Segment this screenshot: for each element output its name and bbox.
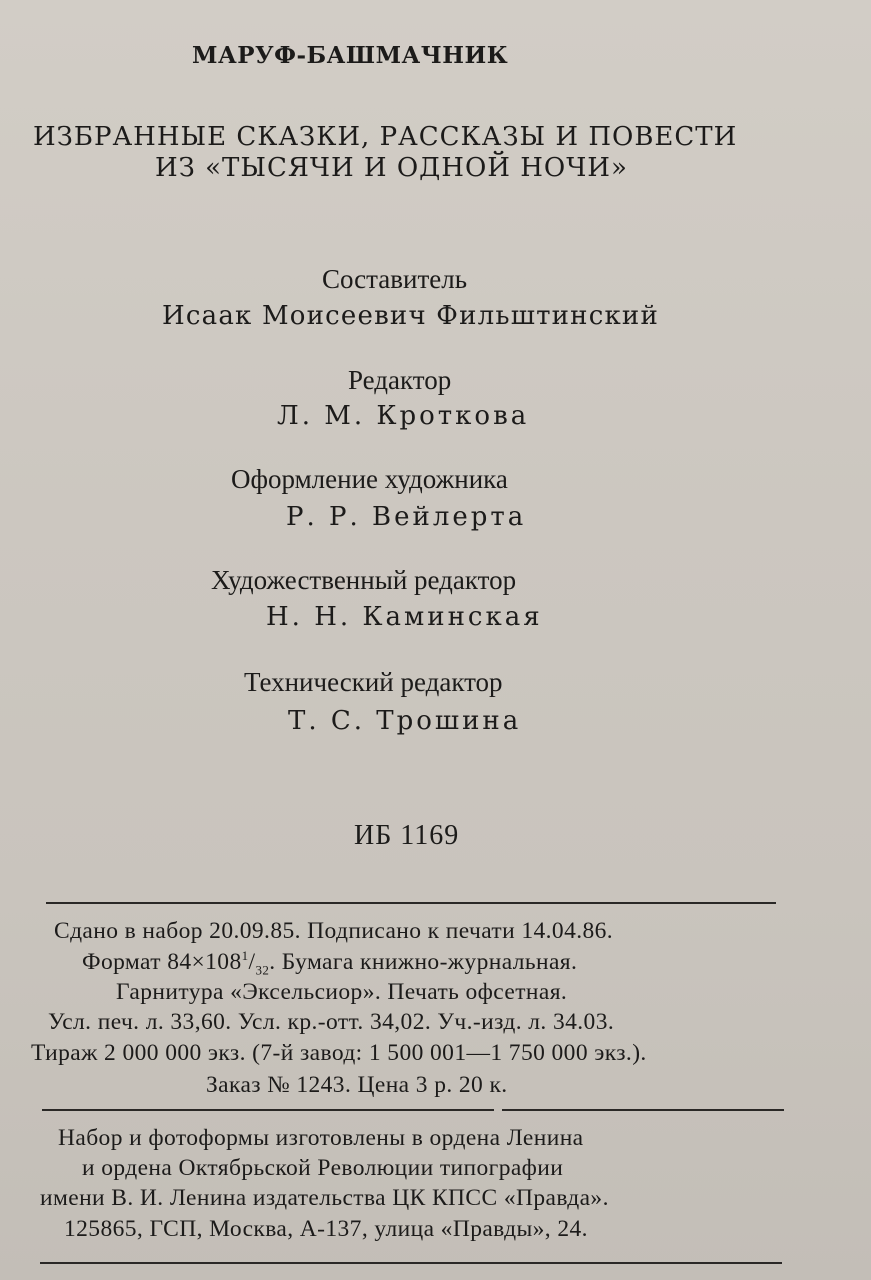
divider-top: [46, 902, 776, 904]
ib-number: ИБ 1169: [354, 820, 460, 851]
divider-middle-left: [42, 1109, 494, 1111]
imprint-format-suffix: . Бумага книжно-журнальная.: [269, 949, 578, 975]
book-title: МАРУФ-БАШМАЧНИК: [192, 42, 509, 69]
imprint-order-price: Заказ № 1243. Цена 3 р. 20 к.: [206, 1072, 508, 1098]
credit-name-compiler: Исаак Моисеевич Фильштинский: [162, 301, 659, 331]
printer-line-1: Набор и фотоформы изготовлены в ордена Ленина: [58, 1125, 584, 1151]
imprint-format-prefix: Формат 84×108: [82, 949, 242, 975]
divider-middle-right: [502, 1109, 784, 1111]
imprint-print-run: Тираж 2 000 000 экз. (7-й завод: 1 500 001—1 750 000 экз.).: [31, 1040, 647, 1066]
imprint-typeface: Гарнитура «Эксельсиор». Печать офсетная.: [116, 979, 568, 1005]
imprint-format: [82, 948, 578, 978]
credit-role-editor: Редактор: [348, 365, 452, 395]
credit-role-compiler: Составитель: [322, 264, 468, 294]
credit-role-art-editor: Художественный редактор: [211, 565, 517, 595]
credit-name-designer: Р. Р. Вейлерта: [286, 502, 527, 532]
imprint-sheets: Усл. печ. л. 33,60. Усл. кр.-отт. 34,02. Уч.-изд. л. 34.03.: [48, 1009, 615, 1035]
printer-line-2: и ордена Октябрьской Революции типографии: [82, 1155, 564, 1181]
imprint-format-slash: /: [248, 949, 256, 975]
credit-name-editor: Л. М. Кроткова: [277, 401, 530, 431]
imprint-format-numerator: 1: [241, 948, 249, 964]
credit-role-designer: Оформление художника: [231, 464, 508, 494]
imprint-dates: Сдано в набор 20.09.85. Подписано к печати 14.04.86.: [54, 918, 614, 944]
credit-role-tech-editor: Технический редактор: [244, 667, 503, 697]
credit-name-art-editor: Н. Н. Каминская: [266, 602, 543, 632]
book-subtitle-line-2: ИЗ «ТЫСЯЧИ И ОДНОЙ НОЧИ»: [155, 153, 628, 183]
divider-bottom: [40, 1262, 782, 1264]
book-subtitle-line-1: ИЗБРАННЫЕ СКАЗКИ, РАССКАЗЫ И ПОВЕСТИ: [33, 122, 738, 152]
imprint-format-denominator: 32: [255, 962, 270, 978]
printer-line-3: имени В. И. Ленина издательства ЦК КПСС «Правда».: [40, 1185, 609, 1211]
credit-name-tech-editor: Т. С. Трошина: [288, 706, 522, 736]
printer-address: 125865, ГСП, Москва, А-137, улица «Правды», 24.: [64, 1216, 588, 1242]
